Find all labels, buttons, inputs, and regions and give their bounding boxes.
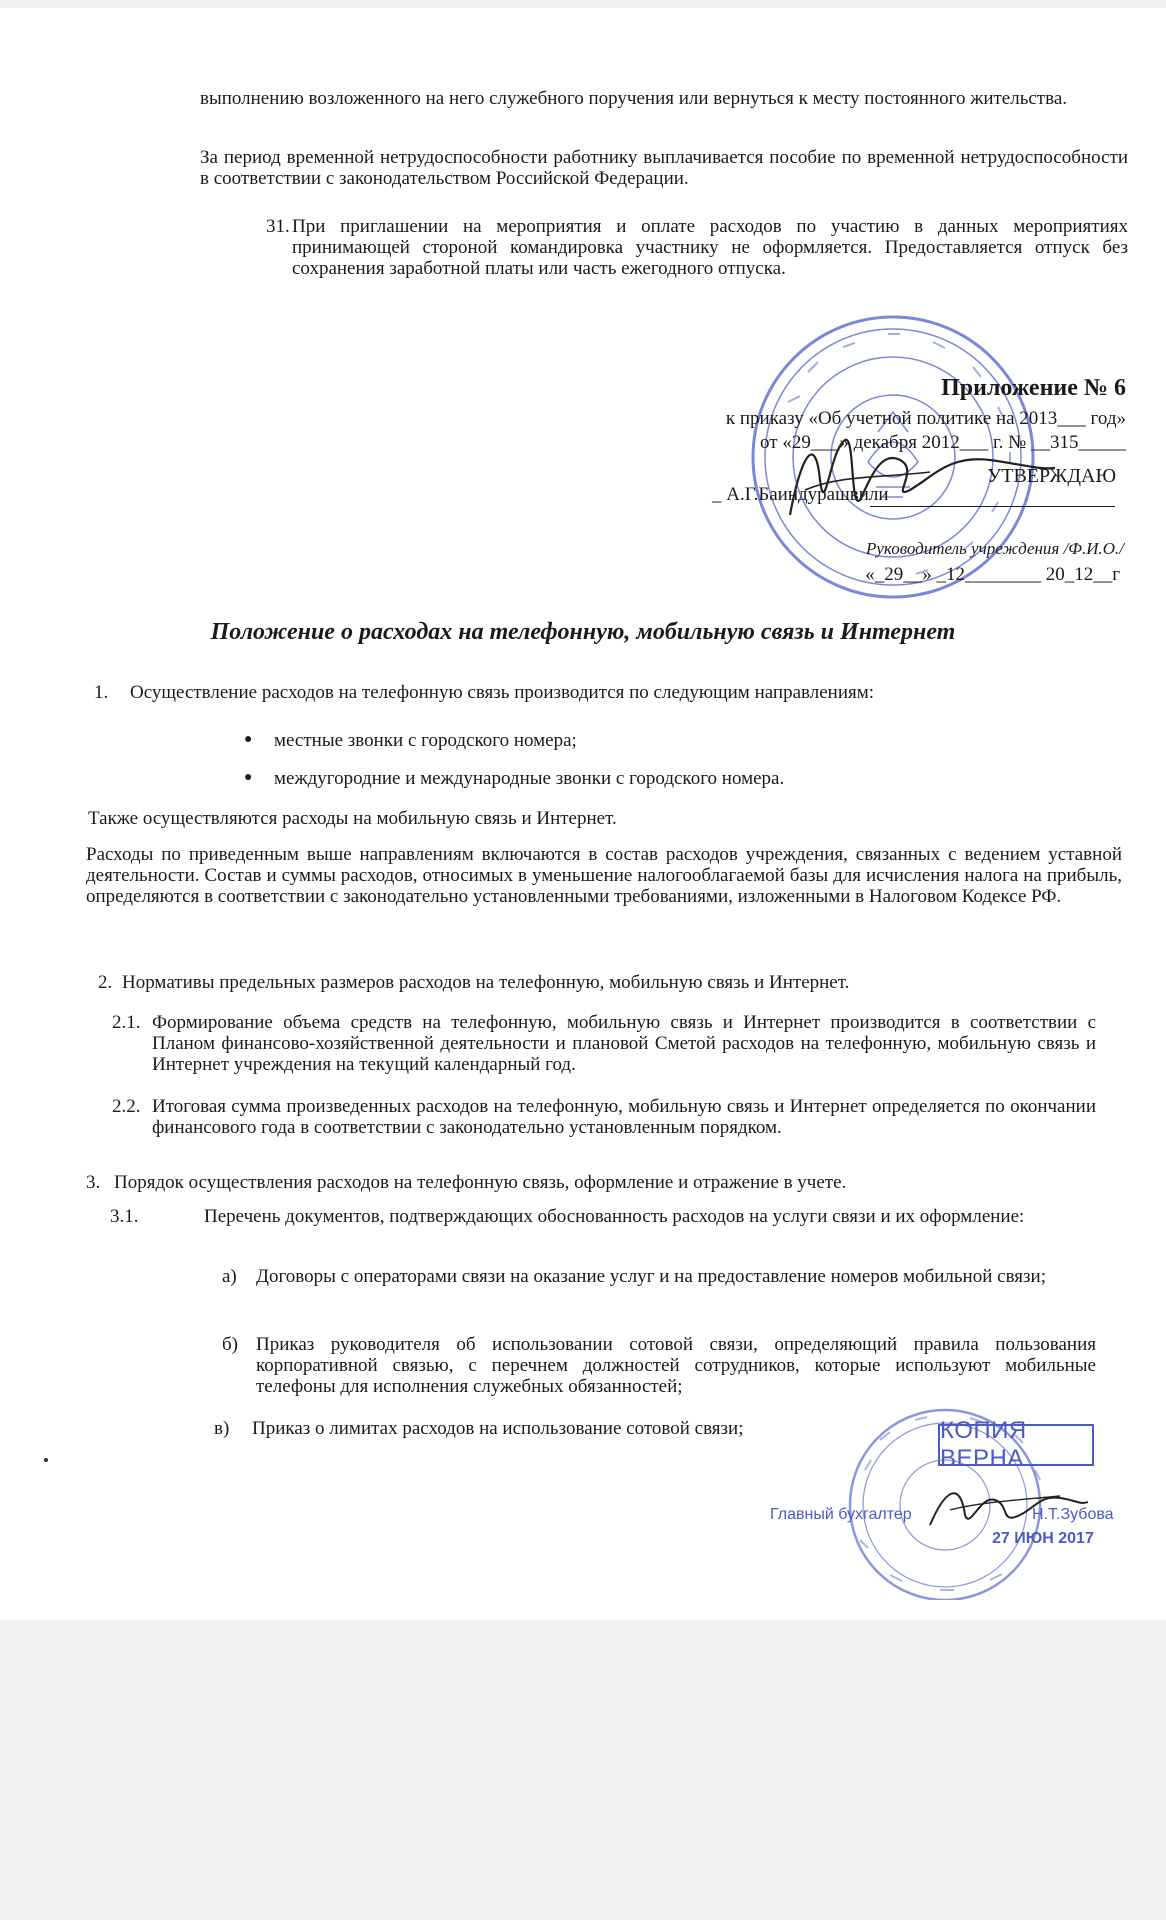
section-2-number: 2. xyxy=(98,972,113,993)
section-1-number: 1. xyxy=(94,682,109,703)
item-b-label: б) xyxy=(222,1334,238,1355)
copy-verified-stamp: КОПИЯ ВЕРНА xyxy=(938,1424,1094,1466)
continuation-paragraph: выполнению возложенного на него служебного поручения или вернуться к месту постоянного жительства. xyxy=(200,88,1068,109)
document-title: Положение о расходах на телефонную, мобильную связь и Интернет xyxy=(210,619,956,645)
item-v-label: в) xyxy=(214,1418,230,1439)
bullet-dot: ● xyxy=(244,732,253,747)
accountant-signature xyxy=(920,1470,1090,1540)
chief-accountant-label: Главный бухгалтер xyxy=(770,1506,912,1523)
item-31-number: 31. xyxy=(266,216,290,237)
also-paragraph: Также осуществляются расходы на мобильную связь и Интернет. xyxy=(88,808,617,829)
section-1-text: Осуществление расходов на телефонную связь производится по следующим направлениям: xyxy=(130,682,875,703)
section-2-2-number: 2.2. xyxy=(112,1096,141,1117)
item-v-text: Приказ о лимитах расходов на использование сотовой связи; xyxy=(252,1418,744,1439)
scan-background-bottom xyxy=(0,1620,1166,1920)
director-role: Руководитель учреждения /Ф.И.О./ xyxy=(865,539,1124,558)
approval-date: «_29__» _12________ 20_12__г xyxy=(865,564,1120,585)
section-2-1-number: 2.1. xyxy=(112,1012,141,1033)
appendix-title: Приложение № 6 xyxy=(941,375,1126,401)
section-3-1-text: Перечень документов, подтверждающих обоснованность расходов на услуги связи и их оформление: xyxy=(204,1206,1025,1227)
appendix-date-line: от «29___» декабря 2012___ г. № __315_____ xyxy=(760,432,1126,453)
appendix-order-line: к приказу «Об учетной политике на 2013___ год» xyxy=(725,408,1126,429)
sick-leave-paragraph: За период временной нетрудоспособности работнику выплачивается пособие по временной нетрудоспособности в соответствии с законодательством Российской Федерации. xyxy=(200,147,1128,189)
section-3-1-number: 3.1. xyxy=(110,1206,139,1227)
copy-stamp-date: 27 ИЮН 2017 xyxy=(992,1530,1094,1547)
section-2-1-text: Формирование объема средств на телефонную, мобильную связь и Интернет производится в соответствии с Планом финансово-хозяйственной деятельности и плановой Сметой расходов на телефонную, мобильную связь и Интернет учреждения на текущий календарный год. xyxy=(152,1012,1096,1075)
approver-name: _ А.Г.Баиндурашвили xyxy=(712,484,889,505)
section-3-number: 3. xyxy=(86,1172,101,1193)
section-2-2-text: Итоговая сумма произведенных расходов на телефонную, мобильную связь и Интернет определяется по окончании финансового года в соответствии с законодательно установленным порядком. xyxy=(152,1096,1096,1138)
bullet-long-distance-calls: междугородние и международные звонки с городского номера. xyxy=(274,768,785,789)
bullet-local-calls: местные звонки с городского номера; xyxy=(274,730,577,751)
scan-speck xyxy=(44,1458,48,1462)
section-3-text: Порядок осуществления расходов на телефонную связь, оформление и отражение в учете. xyxy=(114,1172,847,1193)
director-signature xyxy=(760,420,1060,530)
item-31-text: При приглашении на мероприятия и оплате расходов по участию в данных мероприятиях принимающей стороной командировка участнику не оформляется. Предоставляется отпуск без сохранения заработной платы или часть ежегодного отпуска. xyxy=(292,216,1128,279)
bullet-dot: ● xyxy=(244,770,253,785)
section-2-text: Нормативы предельных размеров расходов на телефонную, мобильную связь и Интернет. xyxy=(122,972,850,993)
item-a-label: а) xyxy=(222,1266,237,1287)
scan-border-top xyxy=(0,0,1166,8)
accountant-name: Н.Т.Зубова xyxy=(1032,1506,1114,1523)
expenses-paragraph: Расходы по приведенным выше направлениям включаются в состав расходов учреждения, связанных с ведением уставной деятельности. Состав и суммы расходов, относимых в уменьшение налогооблагаемой базы для исчисления налога на прибыль, определяются в соответствии с законодательно установленными требованиями, изложенными в Налоговом Кодексе РФ. xyxy=(86,844,1122,907)
approve-label: УТВЕРЖДАЮ xyxy=(987,465,1116,487)
item-b-text: Приказ руководителя об использовании сотовой связи, определяющий правила пользования корпоративной связью, с перечнем должностей сотрудников, которые используют мобильные телефоны для исполнения служебных обязанностей; xyxy=(256,1334,1096,1397)
item-a-text: Договоры с операторами связи на оказание услуг и на предоставление номеров мобильной связи; xyxy=(256,1266,1046,1287)
